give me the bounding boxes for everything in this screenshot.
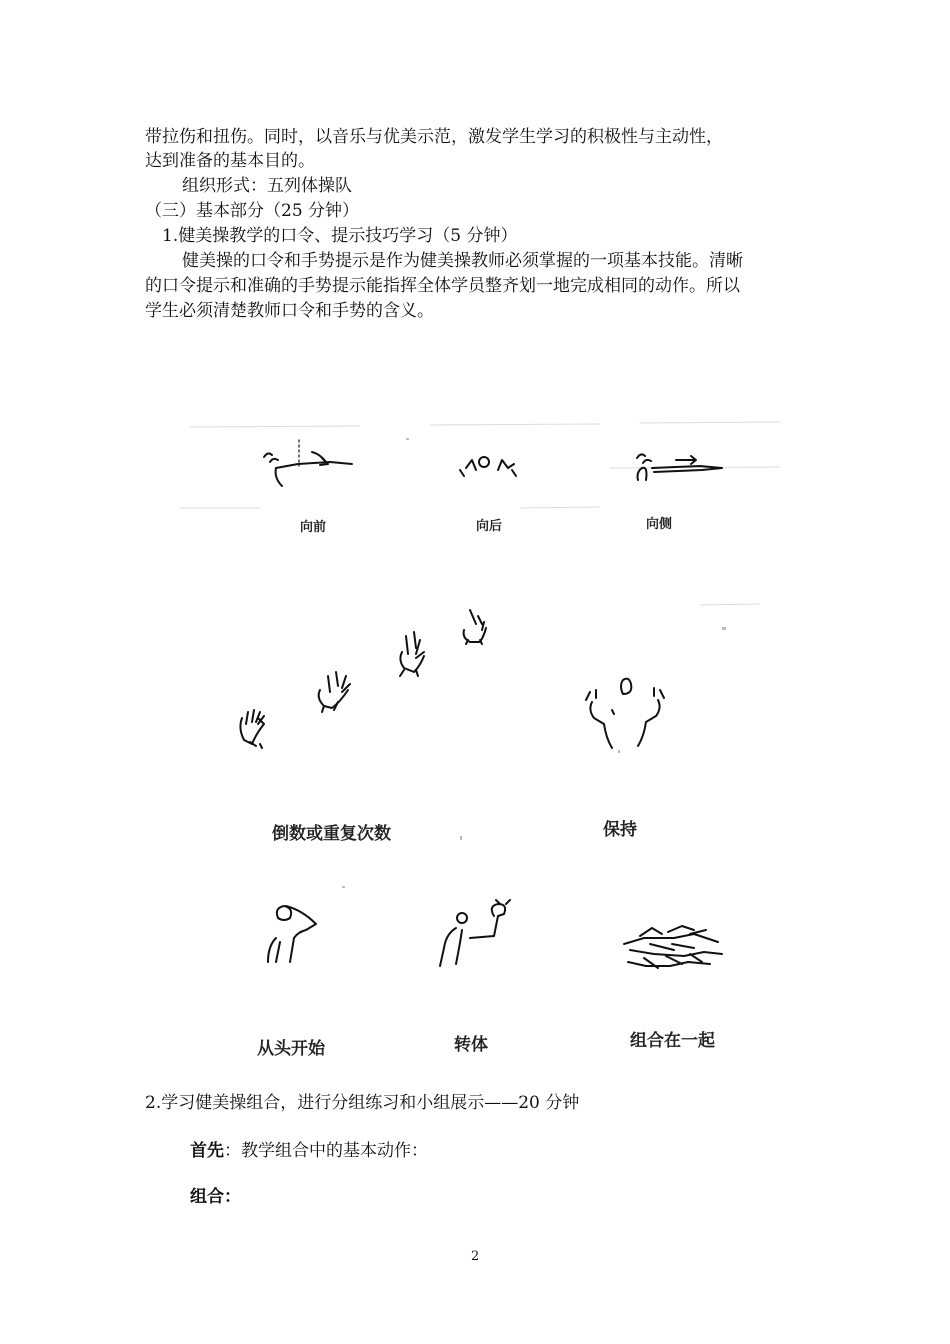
item-2-heading: 2.学习健美操组合，进行分组练习和小组展示——20 分钟 (145, 1093, 580, 1113)
first-step-line (190, 1140, 428, 1162)
first-step-label: 首先 (190, 1141, 224, 1161)
page-number: 2 (471, 1249, 480, 1264)
turn-gesture-icon (440, 900, 510, 966)
caption-backward: 向后 (476, 519, 503, 534)
forward-gesture-icon (264, 440, 352, 486)
caption-combine: 组合在一起 (630, 1031, 715, 1051)
paragraph-line-2: 达到准备的基本目的。 (145, 151, 315, 171)
caption-restart: 从头开始 (257, 1039, 325, 1059)
first-step-text: ：教学组合中的基本动作： (224, 1141, 428, 1161)
backward-gesture-icon (460, 457, 516, 476)
caption-forward: 向前 (300, 520, 327, 535)
combo-label: 组合： (190, 1187, 241, 1207)
caption-side: 向侧 (646, 517, 673, 532)
paragraph-line-8: 学生必须清楚教师口令和手势的含义。 (145, 301, 434, 321)
paragraph-line-7: 的口令提示和准确的手势提示能指挥全体学员整齐划一地完成相同的动作。所以 (145, 276, 740, 296)
countdown-gesture-icon (240, 610, 486, 748)
side-gesture-icon (637, 454, 722, 480)
caption-turn: 转体 (454, 1035, 488, 1055)
subsection-heading: 1.健美操教学的口令、提示技巧学习（5 分钟） (162, 226, 518, 246)
section-heading: （三）基本部分（25 分钟） (145, 201, 360, 221)
hold-gesture-icon (586, 679, 664, 748)
combine-gesture-icon (624, 926, 722, 968)
restart-gesture-icon (268, 906, 316, 962)
paragraph-line-1: 带拉伤和扭伤。同时，以音乐与优美示范，激发学生学习的积极性与主动性， (145, 127, 723, 147)
caption-hold: 保持 (603, 820, 637, 840)
caption-countdown: 倒数或重复次数 (272, 824, 391, 844)
paragraph-line-6: 健美操的口令和手势提示是作为健美操教师必须掌握的一项基本技能。清晰 (182, 251, 743, 271)
paragraph-line-3: 组织形式：五列体操队 (182, 176, 352, 196)
